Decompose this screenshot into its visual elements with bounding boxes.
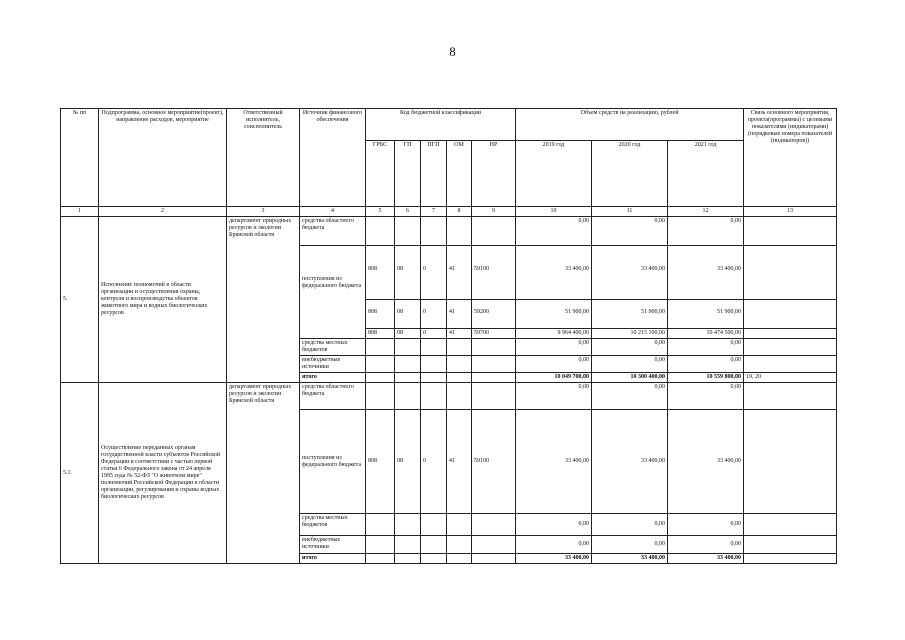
om-cell: 41 (447, 410, 472, 514)
gp-cell (395, 383, 421, 410)
indicator-link (744, 339, 837, 356)
amount-2019: 0,00 (516, 339, 592, 356)
col-number: 6 (395, 207, 421, 217)
pgp-cell: 0 (421, 329, 447, 339)
column-numbers-row (61, 207, 837, 217)
total-label: итого (300, 373, 366, 383)
grbs-cell: 808 (366, 246, 395, 300)
indicator-link (744, 536, 837, 554)
total-2020: 10 300 400,00 (592, 373, 668, 383)
col-number: 9 (472, 207, 516, 217)
header-pgp: ПГП (421, 141, 447, 207)
grbs-cell: 808 (366, 329, 395, 339)
pgp-cell (421, 514, 447, 536)
amount-2019: 33 400,00 (516, 410, 592, 514)
om-cell: 41 (447, 329, 472, 339)
nr-cell: 59200 (472, 300, 516, 329)
col-number: 1 (61, 207, 99, 217)
amount-2020: 0,00 (592, 339, 668, 356)
grbs-cell (366, 356, 395, 373)
indicator-link (744, 554, 837, 564)
indicator-link (744, 300, 837, 329)
table-row (61, 217, 837, 246)
header-num: № пп (61, 109, 99, 207)
amount-2019: 0,00 (516, 383, 592, 410)
amount-2019: 33 400,00 (516, 246, 592, 300)
gp-cell: 08 (395, 329, 421, 339)
header-nr: НР (472, 141, 516, 207)
pgp-cell (421, 383, 447, 410)
om-cell (447, 536, 472, 554)
indicator-link (744, 356, 837, 373)
gp-cell (395, 514, 421, 536)
header-budget-code: Код бюджетной классификации (366, 109, 516, 141)
header-2021: 2021 год (668, 141, 744, 207)
amount-2019: 0,00 (516, 536, 592, 554)
amount-2021: 0,00 (668, 217, 744, 246)
gp-cell: 08 (395, 300, 421, 329)
col-number: 10 (516, 207, 592, 217)
pgp-cell: 0 (421, 410, 447, 514)
page-number: 8 (449, 44, 456, 59)
grbs-cell (366, 383, 395, 410)
gp-cell (395, 217, 421, 246)
amount-2020: 0,00 (592, 383, 668, 410)
indicator-link (744, 514, 837, 536)
funding-source: внебюджетные источники (300, 536, 366, 554)
nr-cell (472, 356, 516, 373)
funding-source: средства местных бюджетов (300, 339, 366, 356)
col-number: 4 (300, 207, 366, 217)
amount-2021: 0,00 (668, 339, 744, 356)
header-subprogram: Подпрограмма, основное мероприятие(проект), направление расходов, мероприятие (99, 109, 227, 207)
amount-2020: 0,00 (592, 514, 668, 536)
nr-cell (472, 217, 516, 246)
gp-cell (395, 339, 421, 356)
total-2020: 33 400,00 (592, 554, 668, 564)
amount-2019: 9 964 400,00 (516, 329, 592, 339)
total-2021: 10 559 800,00 (668, 373, 744, 383)
col-number: 7 (421, 207, 447, 217)
om-cell (447, 383, 472, 410)
col-number: 2 (99, 207, 227, 217)
om-cell (447, 339, 472, 356)
om-cell (447, 217, 472, 246)
total-2019: 33 400,00 (516, 554, 592, 564)
nr-cell (472, 536, 516, 554)
activity-name: Осуществление переданных органам государственной власти субъектов Российской Федерации в соответствии с частью первой статьи 6 Федерального закона от 24 апреля 1995 года № 52-ФЗ "О животном мире" полномочий Российской Федерации в области организации, регулирования и охраны водных биологических ресурсов (99, 383, 227, 564)
amount-2020: 0,00 (592, 217, 668, 246)
total-2021: 33 400,00 (668, 554, 744, 564)
grbs-cell: 808 (366, 410, 395, 514)
indicator-link: 19, 20 (744, 373, 837, 383)
header-2020: 2020 год (592, 141, 668, 207)
funding-source: поступления из федерального бюджета (300, 410, 366, 514)
indicator-link (744, 217, 837, 246)
amount-2020: 33 400,00 (592, 410, 668, 514)
gp-cell (395, 536, 421, 554)
amount-2021: 33 400,00 (668, 246, 744, 300)
pgp-cell (421, 356, 447, 373)
col-number: 12 (668, 207, 744, 217)
header-grbs: ГРБС (366, 141, 395, 207)
amount-2021: 0,00 (668, 383, 744, 410)
amount-2020: 10 215 100,00 (592, 329, 668, 339)
col-number: 3 (227, 207, 300, 217)
amount-2019: 0,00 (516, 356, 592, 373)
gp-cell (395, 356, 421, 373)
pgp-cell: 0 (421, 246, 447, 300)
row-number: 5. (61, 217, 99, 383)
indicator-link (744, 410, 837, 514)
nr-cell: 59100 (472, 246, 516, 300)
om-cell: 41 (447, 246, 472, 300)
header-source: Источник финансового обеспечения (300, 109, 366, 207)
om-cell: 41 (447, 300, 472, 329)
funding-source: средства областного бюджета (300, 217, 366, 246)
col-number: 13 (744, 207, 837, 217)
funding-source: внебюджетные источники (300, 356, 366, 373)
grbs-cell (366, 339, 395, 356)
col-number: 11 (592, 207, 668, 217)
grbs-cell (366, 514, 395, 536)
amount-2019: 51 900,00 (516, 300, 592, 329)
gp-cell: 08 (395, 410, 421, 514)
grbs-cell (366, 536, 395, 554)
budget-table (60, 108, 837, 564)
responsible-executor: департамент природных ресурсов и экологии Брянской области (227, 217, 300, 383)
pgp-cell: 0 (421, 300, 447, 329)
gp-cell: 08 (395, 246, 421, 300)
table-row (61, 383, 837, 410)
amount-2021: 51 900,00 (668, 300, 744, 329)
om-cell (447, 356, 472, 373)
grbs-cell: 808 (366, 300, 395, 329)
header-volume: Объем средств на реализацию, рублей (516, 109, 744, 141)
nr-cell (472, 514, 516, 536)
header-om: ОМ (447, 141, 472, 207)
header-responsible: Ответственный исполнитель, соисполнитель (227, 109, 300, 207)
total-label: итого (300, 554, 366, 564)
funding-source: средства областного бюджета (300, 383, 366, 410)
col-number: 8 (447, 207, 472, 217)
pgp-cell (421, 339, 447, 356)
grbs-cell (366, 217, 395, 246)
amount-2019: 0,00 (516, 217, 592, 246)
indicator-link (744, 246, 837, 300)
nr-cell (472, 339, 516, 356)
activity-name: Исполнение полномочий в области организации и осуществления охраны, контроля и воспроизводства объектов животного мира и водных биологических ресурсов (99, 217, 227, 383)
header-gp: ГП (395, 141, 421, 207)
amount-2020: 33 400,00 (592, 246, 668, 300)
indicator-link (744, 329, 837, 339)
amount-2021: 0,00 (668, 514, 744, 536)
amount-2019: 0,00 (516, 514, 592, 536)
indicator-link (744, 383, 837, 410)
funding-source: поступления из федерального бюджета (300, 246, 366, 339)
amount-2021: 0,00 (668, 356, 744, 373)
responsible-executor: департамент природных ресурсов и экологии Брянской области (227, 383, 300, 564)
nr-cell: 59100 (472, 410, 516, 514)
total-2019: 10 049 700,00 (516, 373, 592, 383)
amount-2021: 10 474 500,00 (668, 329, 744, 339)
header-2019: 2019 год (516, 141, 592, 207)
nr-cell: 59700 (472, 329, 516, 339)
pgp-cell (421, 536, 447, 554)
header-link: Связь основного мероприятия, проекта(программы) с целевыми показателями (индикаторами) (порядковые номера показателей (индикаторов)) (744, 109, 837, 207)
pgp-cell (421, 217, 447, 246)
funding-source: средства местных бюджетов (300, 514, 366, 536)
col-number: 5 (366, 207, 395, 217)
amount-2021: 0,00 (668, 536, 744, 554)
nr-cell (472, 383, 516, 410)
amount-2020: 51 900,00 (592, 300, 668, 329)
om-cell (447, 514, 472, 536)
amount-2021: 33 400,00 (668, 410, 744, 514)
row-number: 5.1. (61, 383, 99, 564)
amount-2020: 0,00 (592, 536, 668, 554)
amount-2020: 0,00 (592, 356, 668, 373)
